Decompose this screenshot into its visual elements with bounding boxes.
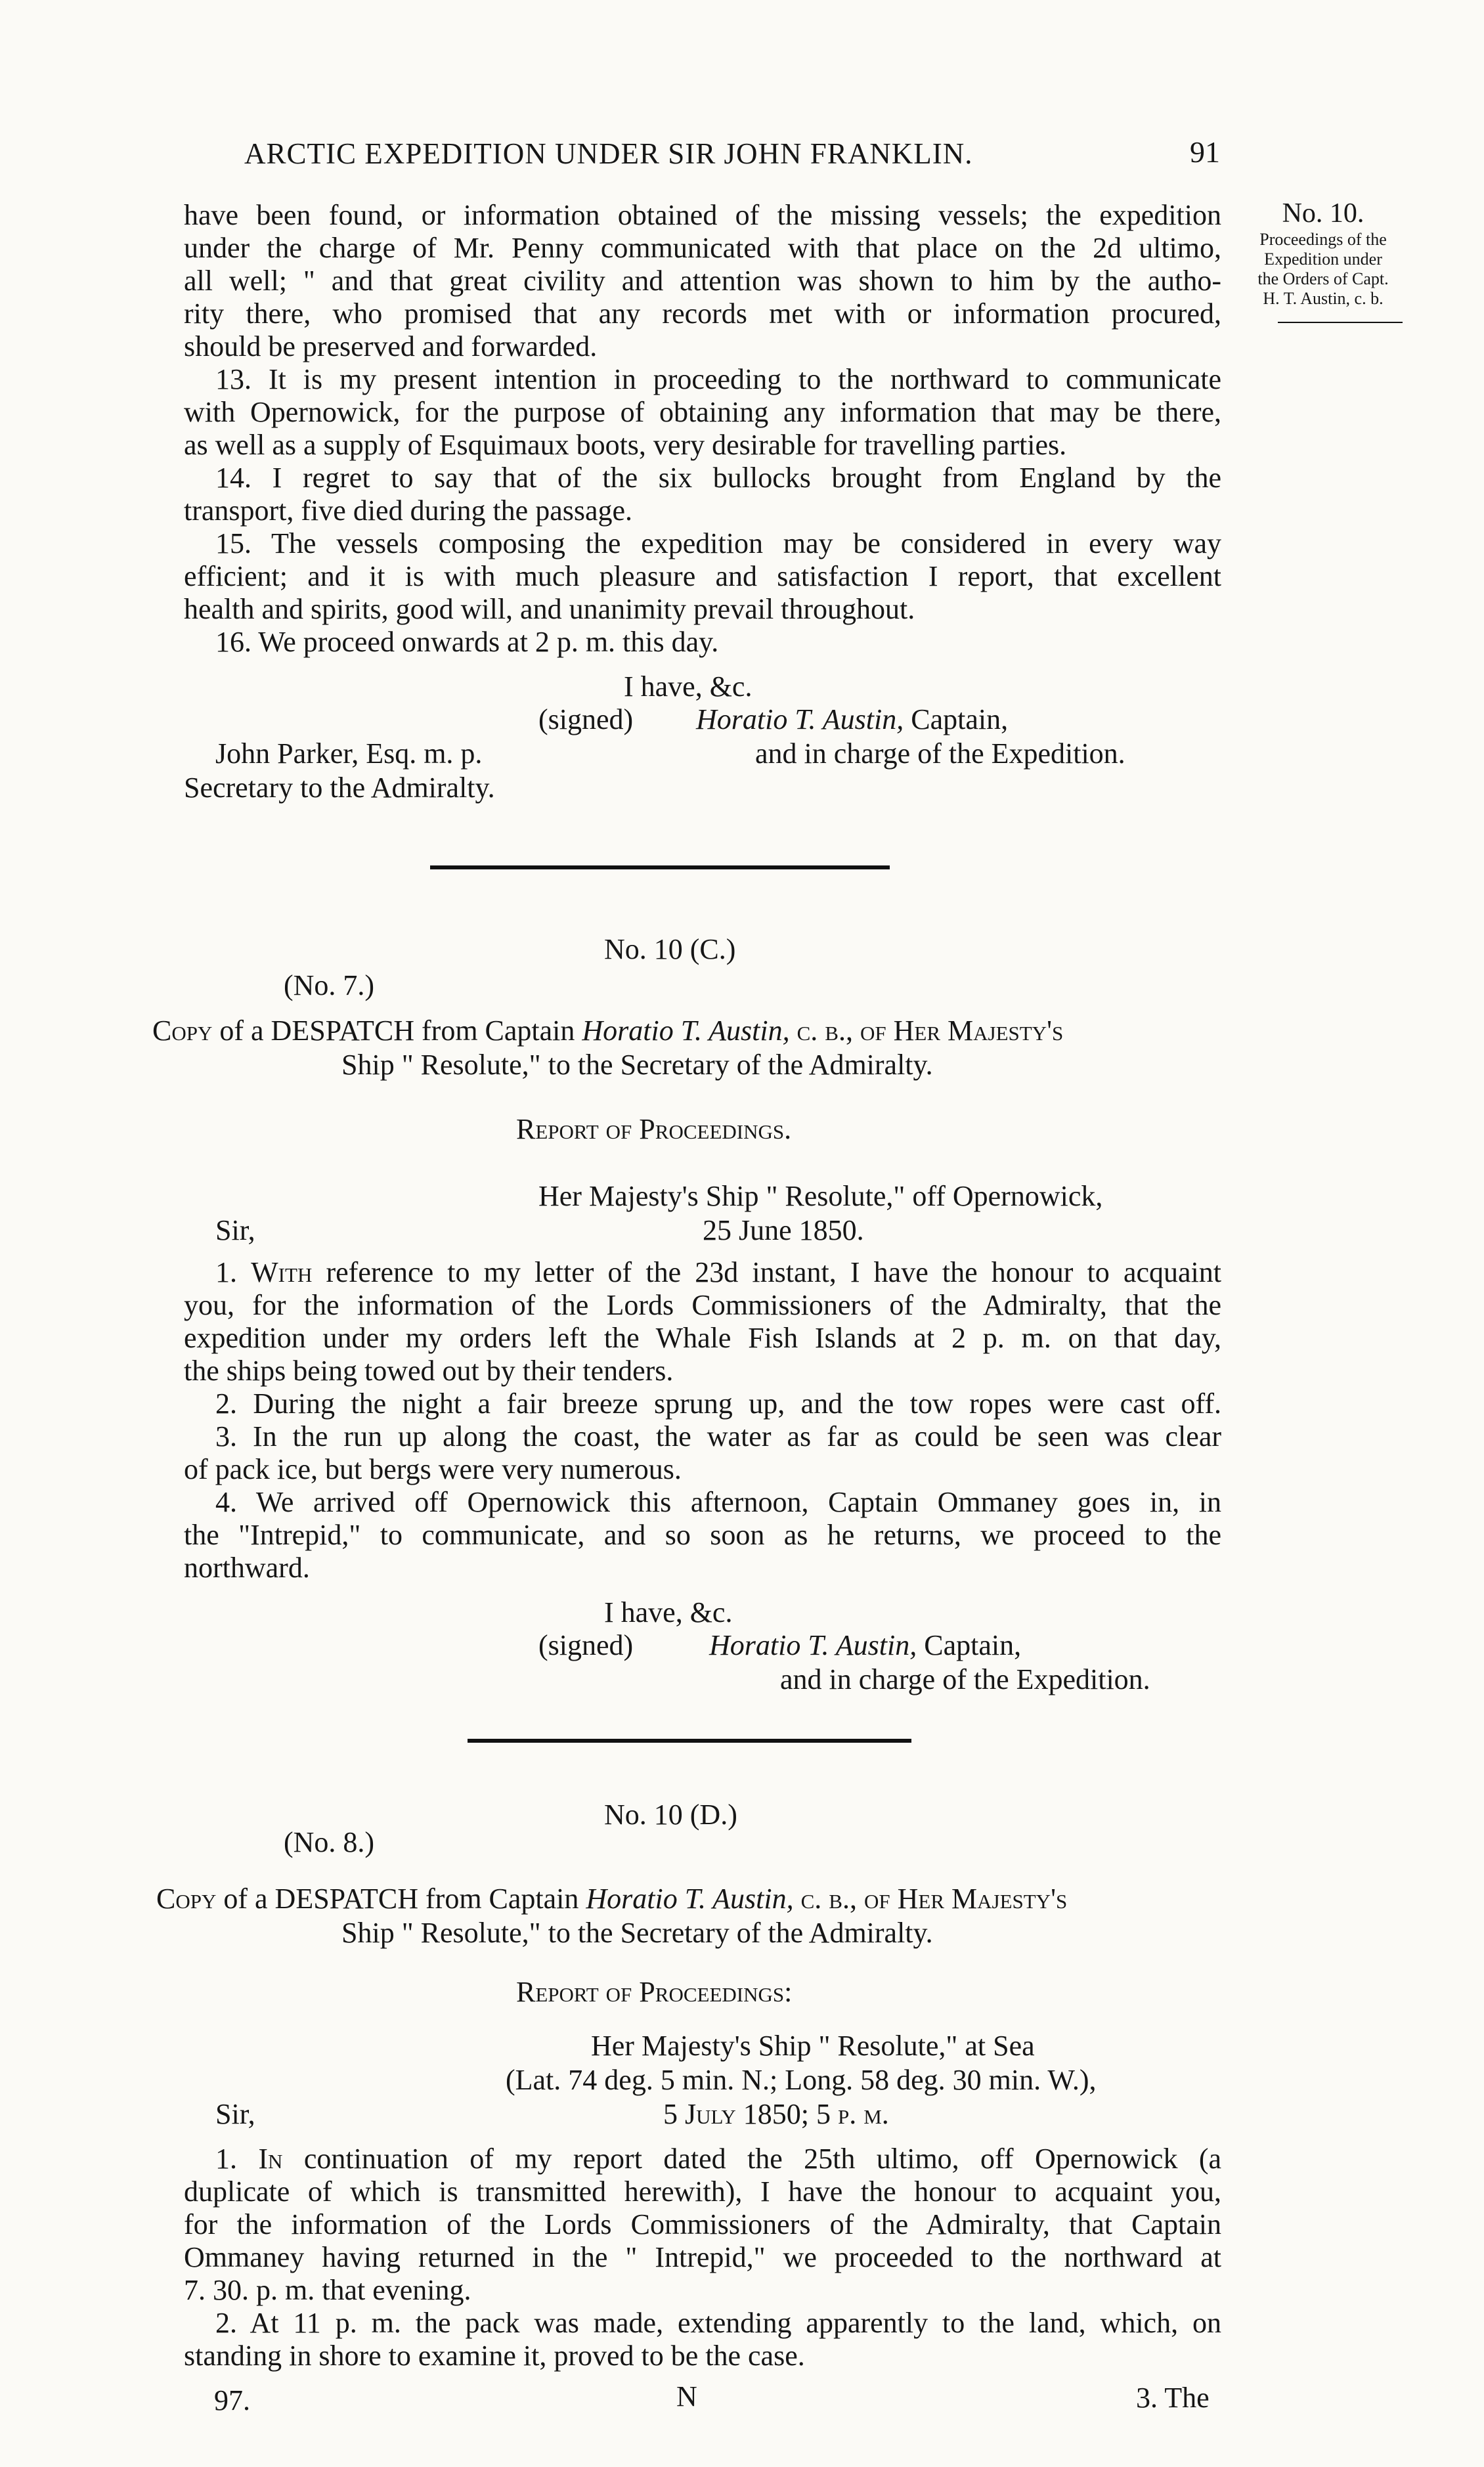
signer-role: and in charge of the Expedition. bbox=[755, 737, 1125, 770]
text-line: under the charge of Mr. Penny communicated with that place on the 2d ultimo, bbox=[184, 232, 1221, 264]
margin-line: H. T. Austin, c. b. bbox=[1263, 289, 1384, 308]
text-line: with Opernowick, for the purpose of obtaining any information that may be there, bbox=[184, 396, 1221, 428]
addressee-title: Secretary to the Admiralty. bbox=[184, 772, 495, 804]
despatch-title-line2: Ship " Resolute," to the Secretary of the Admiralty. bbox=[341, 1917, 933, 1949]
section-divider bbox=[430, 865, 890, 869]
letter-date: 25 June 1850. bbox=[703, 1214, 864, 1246]
letter-location: Her Majesty's Ship " Resolute," off Opernowick, bbox=[538, 1180, 1103, 1212]
signer-role: and in charge of the Expedition. bbox=[780, 1663, 1150, 1695]
text-line: you, for the information of the Lords Commissioners of the Admiralty, that the bbox=[184, 1289, 1221, 1321]
despatch-title: Copy of a DESPATCH from Captain Horatio T. Austin, c. b., of Her Majesty's bbox=[152, 1015, 1064, 1047]
report-heading: Report of Proceedings. bbox=[516, 1113, 792, 1145]
letter-location: Her Majesty's Ship " Resolute," at Sea bbox=[591, 2030, 1035, 2062]
signature-mark: N bbox=[676, 2380, 697, 2412]
text-line: 1. With reference to my letter of the 23d instant, I have the honour to acquaint bbox=[215, 1256, 1221, 1288]
salutation: Sir, bbox=[215, 2098, 255, 2130]
despatch-number: (No. 7.) bbox=[284, 969, 375, 1001]
text-line: the "Intrepid," to communicate, and so soon as he returns, we proceed to the bbox=[184, 1519, 1221, 1551]
text-line: health and spirits, good will, and unanimity prevail throughout. bbox=[184, 593, 915, 625]
text-line: efficient; and it is with much pleasure and satisfaction I report, that excellent bbox=[184, 560, 1221, 592]
letter-position: (Lat. 74 deg. 5 min. N.; Long. 58 deg. 30 min. W.), bbox=[506, 2064, 1097, 2096]
signature: Horatio T. Austin, Captain, bbox=[709, 1629, 1022, 1661]
text-line: expedition under my orders left the Whale Fish Islands at 2 p. m. on that day, bbox=[184, 1322, 1221, 1354]
text-line: 1. In continuation of my report dated the 25th ultimo, off Opernowick (a bbox=[215, 2143, 1221, 2175]
letter-date: 5 July 1850; 5 p. m. bbox=[663, 2098, 889, 2130]
section-divider bbox=[468, 1739, 911, 1743]
despatch-title: Copy of a DESPATCH from Captain Horatio T. Austin, c. b., of Her Majesty's bbox=[156, 1883, 1068, 1915]
text-line: Ommaney having returned in the " Intrepid," we proceeded to the northward at bbox=[184, 2241, 1221, 2273]
text-line: 14. I regret to say that of the six bullocks brought from England by the bbox=[215, 462, 1221, 494]
margin-number: No. 10. bbox=[1282, 198, 1364, 229]
text-line: should be preserved and forwarded. bbox=[184, 330, 598, 362]
text-line: 2. At 11 p. m. the pack was made, extending apparently to the land, which, on bbox=[215, 2307, 1221, 2339]
text-line: the ships being towed out by their tenders. bbox=[184, 1355, 674, 1387]
page-number: 91 bbox=[1190, 135, 1220, 169]
text-line: for the information of the Lords Commissioners of the Admiralty, that Captain bbox=[184, 2208, 1221, 2240]
text-line: rity there, who promised that any records met with or information procured, bbox=[184, 297, 1221, 330]
margin-line: Expedition under bbox=[1264, 250, 1382, 269]
text-line: 15. The vessels composing the expedition may be considered in every way bbox=[215, 527, 1221, 559]
salutation: Sir, bbox=[215, 1214, 255, 1246]
signature: Horatio T. Austin, Captain, bbox=[696, 703, 1009, 735]
text-line: standing in shore to examine it, proved to be the case. bbox=[184, 2340, 805, 2372]
addressee-name: John Parker, Esq. m. p. bbox=[215, 737, 483, 770]
margin-rule bbox=[1278, 322, 1403, 323]
text-line: 4. We arrived off Opernowick this afternoon, Captain Ommaney goes in, in bbox=[215, 1486, 1221, 1518]
section-heading: No. 10 (D.) bbox=[604, 1799, 737, 1831]
catchword: 3. The bbox=[1136, 2382, 1210, 2414]
text-line: have been found, or information obtained of the missing vessels; the expedition bbox=[184, 199, 1221, 231]
despatch-title-line2: Ship " Resolute," to the Secretary of the Admiralty. bbox=[341, 1049, 933, 1081]
report-heading: Report of Proceedings: bbox=[516, 1976, 793, 2008]
closing: I have, &c. bbox=[624, 670, 753, 703]
text-line: 2. During the night a fair breeze sprung up, and the tow ropes were cast off. bbox=[215, 1387, 1221, 1420]
running-title: ARCTIC EXPEDITION UNDER SIR JOHN FRANKLIN. bbox=[244, 137, 973, 170]
signed-label: (signed) bbox=[538, 1629, 634, 1661]
text-line: as well as a supply of Esquimaux boots, very desirable for travelling parties. bbox=[184, 429, 1067, 461]
margin-line: the Orders of Capt. bbox=[1257, 269, 1389, 288]
section-heading: No. 10 (C.) bbox=[604, 933, 736, 965]
text-line: all well; " and that great civility and attention was shown to him by the autho- bbox=[184, 265, 1221, 297]
text-line: of pack ice, but bergs were very numerous. bbox=[184, 1453, 682, 1485]
text-line: 13. It is my present intention in proceeding to the northward to communicate bbox=[215, 363, 1221, 395]
text-line: 16. We proceed onwards at 2 p. m. this day. bbox=[215, 626, 719, 658]
sheet-number: 97. bbox=[214, 2384, 250, 2416]
text-line: 3. In the run up along the coast, the water as far as could be seen was clear bbox=[215, 1420, 1221, 1452]
margin-line: Proceedings of the bbox=[1259, 230, 1387, 249]
closing: I have, &c. bbox=[604, 1596, 733, 1628]
text-line: 7. 30. p. m. that evening. bbox=[184, 2274, 471, 2306]
despatch-number: (No. 8.) bbox=[284, 1826, 375, 1858]
text-line: northward. bbox=[184, 1552, 310, 1584]
text-line: duplicate of which is transmitted herewith), I have the honour to acquaint you, bbox=[184, 2175, 1221, 2208]
text-line: transport, five died during the passage. bbox=[184, 494, 633, 527]
margin-note bbox=[1234, 197, 1412, 309]
signed-label: (signed) bbox=[538, 703, 634, 735]
